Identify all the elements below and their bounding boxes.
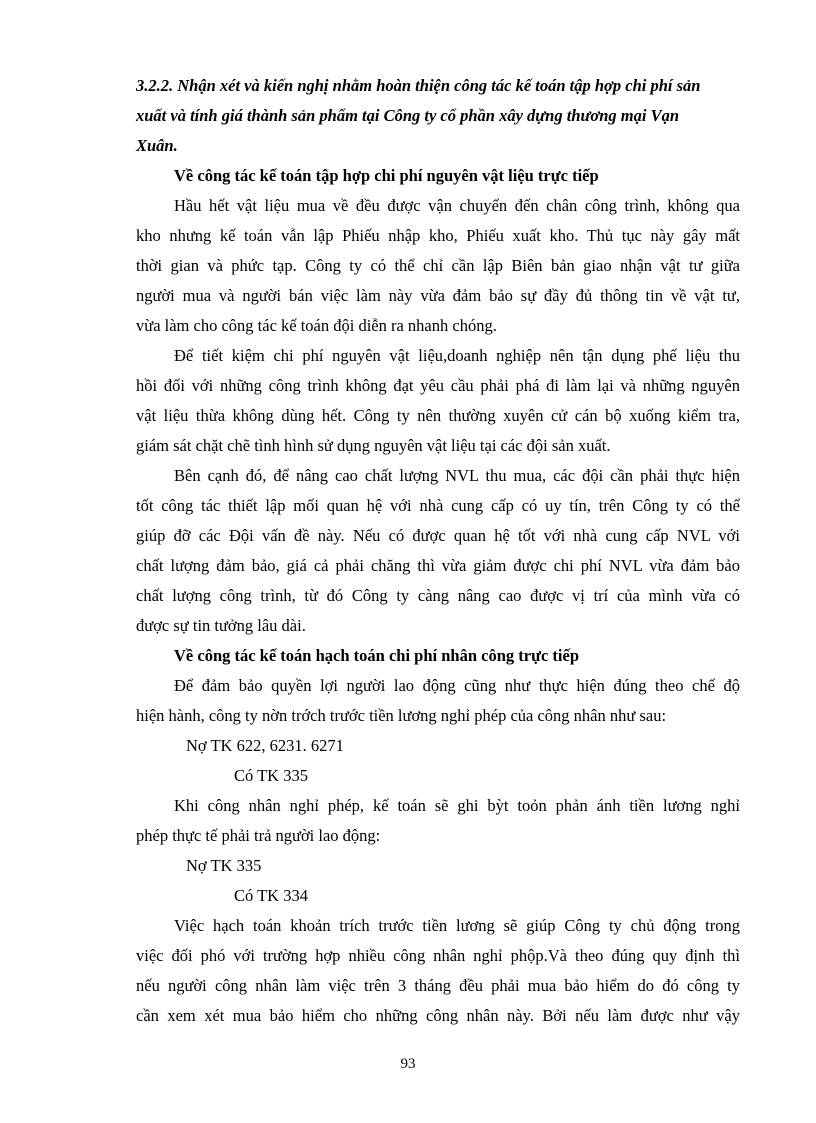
paragraph-line: giúp đỡ các Đội vấn đề này. Nếu có được quan hệ tốt với nhà cung cấp NVL với <box>136 526 740 545</box>
paragraph-line: hồi đối với những công trình không đạt yêu cầu phải phá đi làm lại và những nguyên <box>136 376 740 395</box>
journal-entry-credit: Có TK 334 <box>234 886 308 905</box>
paragraph-line: Để đảm bảo quyền lợi người lao động cũng như thực hiện đúng theo chế độ <box>174 676 740 695</box>
paragraph-line: chất lượng đảm bảo, giá cả phải chăng thì vừa giảm được chi phí NVL vừa đảm bảo <box>136 556 740 575</box>
paragraph-line: cần xem xét mua bảo hiểm cho những công nhân này. Bởi nếu làm được như vậy <box>136 1006 740 1025</box>
paragraph-line: phép thực tế phải trả người lao động: <box>136 826 381 845</box>
section-title-line-2: xuất và tính giá thành sản phẩm tại Công ty cổ phần xây dựng thương mại Vạn <box>136 106 680 125</box>
paragraph-line: kho nhưng kế toán vẫn lập Phiếu nhập kho, Phiếu xuất kho. Thủ tục này gây mất <box>136 226 740 245</box>
heading-labor-costs: Về công tác kế toán hạch toán chi phí nhân công trực tiếp <box>174 646 579 665</box>
paragraph-line: Khi công nhân nghỉ phép, kế toán sẽ ghi bỳt toỏn phản ánh tiền lương nghỉ <box>174 796 740 815</box>
section-title-line-3: Xuân. <box>136 136 178 155</box>
journal-entry-credit: Có TK 335 <box>234 766 308 785</box>
paragraph-line: nếu người công nhân làm việc trên 3 tháng đều phải mua bảo hiểm do đó công ty <box>136 976 740 995</box>
paragraph-line: Hầu hết vật liệu mua về đều được vận chuyển đến chân công trình, không qua <box>174 196 740 215</box>
paragraph-line: chất lượng công trình, từ đó Công ty càng nâng cao được vị trí của mình vừa có <box>136 586 740 605</box>
paragraph-line: giám sát chặt chẽ tình hình sử dụng nguyên vật liệu tại các đội sản xuất. <box>136 436 611 455</box>
paragraph-line: thời gian và phức tạp. Công ty có thể chỉ cần lập Biên bản giao nhận vật tư giữa <box>136 256 740 275</box>
paragraph-line: việc đối phó với trường hợp nhiều công nhân nghỉ phộp.Và theo đúng quy định thì <box>136 946 740 965</box>
paragraph-line: vật liệu thừa không dùng hết. Công ty nên thường xuyên cử cán bộ xuống kiểm tra, <box>136 406 740 425</box>
paragraph-line: vừa làm cho công tác kế toán đội diễn ra nhanh chóng. <box>136 316 497 335</box>
page-number: 93 <box>400 1056 416 1072</box>
journal-entry-debit: Nợ TK 335 <box>186 856 262 875</box>
section-title-line-1: 3.2.2. Nhận xét và kiến nghị nhằm hoàn thiện công tác kế toán tập hợp chi phí sản <box>136 76 701 95</box>
paragraph-line: Việc hạch toán khoản trích trước tiền lương sẽ giúp Công ty chủ động trong <box>174 916 740 935</box>
paragraph-line: người mua và người bán việc làm này vừa đảm bảo sự đầy đủ thông tin về vật tư, <box>136 286 740 305</box>
paragraph-line: Để tiết kiệm chi phí nguyên vật liệu,doanh nghiệp nên tận dụng phế liệu thu <box>174 346 740 365</box>
paragraph-line: được sự tin tưởng lâu dài. <box>136 616 306 635</box>
paragraph-line: tốt công tác thiết lập mối quan hệ với nhà cung cấp có uy tín, trên Công ty có thể <box>136 496 740 515</box>
journal-entry-debit: Nợ TK 622, 6231. 6271 <box>186 736 344 755</box>
heading-material-costs: Về công tác kế toán tập hợp chi phí nguyên vật liệu trực tiếp <box>174 166 599 185</box>
paragraph-line: hiện hành, công ty nờn trớch trước tiền lương nghỉ phép của công nhân như sau: <box>136 706 667 725</box>
paragraph-line: Bên cạnh đó, để nâng cao chất lượng NVL thu mua, các đội cần phải thực hiện <box>174 466 740 485</box>
